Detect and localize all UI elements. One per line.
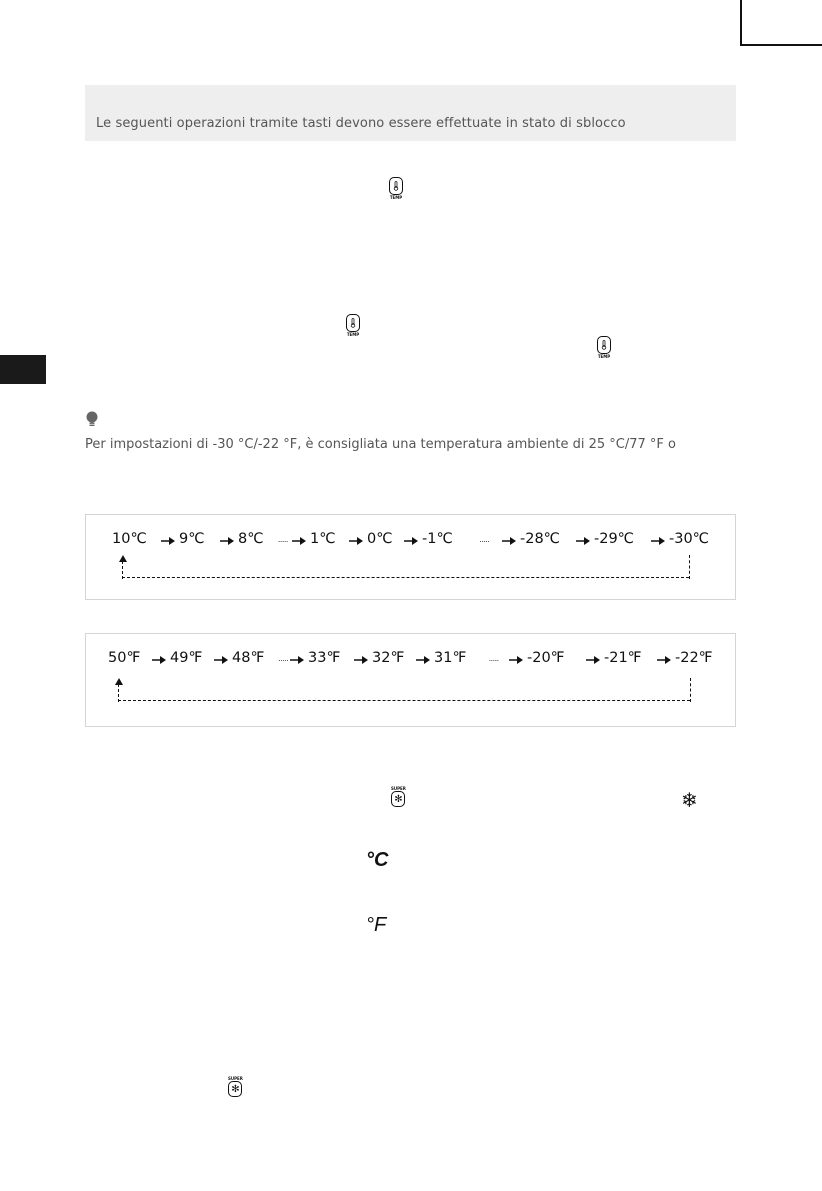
arrow-right-icon xyxy=(586,655,600,665)
loop-back-line xyxy=(122,561,123,579)
sequence-value: -22℉ xyxy=(675,650,713,666)
arrow-right-icon xyxy=(354,655,368,665)
sequence-value: 0℃ xyxy=(367,531,393,547)
arrow-right-icon xyxy=(214,655,228,665)
snowflake-icon: ❄ xyxy=(681,790,698,812)
tip-text: Per impostazioni di -30 °C/-22 °F, è consigliata una temperatura ambiente di 25 °C/77 °F o xyxy=(85,437,676,452)
sequence-value: 8℃ xyxy=(238,531,264,547)
ellipsis-dots: ····· xyxy=(277,536,288,546)
sequence-value: -21℉ xyxy=(604,650,642,666)
loop-back-line xyxy=(122,577,689,578)
temp-button-icon: TEMP xyxy=(389,177,403,200)
loop-back-line xyxy=(689,555,690,579)
loop-back-line xyxy=(118,684,119,702)
ellipsis-dots: ····· xyxy=(277,655,288,665)
celsius-display-symbol: °C xyxy=(366,849,389,871)
sequence-value: 49℉ xyxy=(170,650,203,666)
arrow-right-icon xyxy=(161,536,175,546)
sequence-value: 50℉ xyxy=(108,650,141,666)
ellipsis-dots: ····· xyxy=(478,536,489,546)
sequence-value: 31℉ xyxy=(434,650,467,666)
super-button-icon: SUPER ✻ xyxy=(228,1076,243,1097)
super-button-icon: SUPER ✻ xyxy=(391,786,406,807)
note-text: Le seguenti operazioni tramite tasti devono essere effettuate in stato di sblocco xyxy=(96,116,626,131)
sequence-value: 32℉ xyxy=(372,650,405,666)
loop-back-line xyxy=(118,700,690,701)
temp-button-icon: TEMP xyxy=(346,314,360,337)
sequence-value: 9℃ xyxy=(179,531,205,547)
arrow-right-icon xyxy=(292,536,306,546)
arrow-up-icon xyxy=(119,555,127,562)
arrow-right-icon xyxy=(152,655,166,665)
arrow-right-icon xyxy=(576,536,590,546)
arrow-right-icon xyxy=(290,655,304,665)
arrow-right-icon xyxy=(404,536,418,546)
sequence-value: -28℃ xyxy=(520,531,560,547)
sequence-value: 1℃ xyxy=(310,531,336,547)
sequence-value: -1℃ xyxy=(422,531,453,547)
sequence-value: 48℉ xyxy=(232,650,265,666)
sequence-value: 33℉ xyxy=(308,650,341,666)
loop-back-line xyxy=(690,678,691,702)
arrow-right-icon xyxy=(502,536,516,546)
arrow-right-icon xyxy=(220,536,234,546)
fahrenheit-display-symbol: °F xyxy=(366,914,387,936)
sequence-value: -20℉ xyxy=(527,650,565,666)
crop-mark-vertical xyxy=(740,0,742,46)
arrow-right-icon xyxy=(657,655,671,665)
celsius-sequence-box xyxy=(85,514,736,600)
sequence-value: -29℃ xyxy=(594,531,634,547)
arrow-right-icon xyxy=(416,655,430,665)
language-side-tab xyxy=(0,355,46,384)
note-box xyxy=(85,85,736,141)
arrow-right-icon xyxy=(509,655,523,665)
fahrenheit-sequence-box xyxy=(85,633,736,727)
arrow-up-icon xyxy=(115,678,123,685)
temp-button-icon: TEMP xyxy=(597,336,611,359)
ellipsis-dots: ····· xyxy=(488,655,499,665)
arrow-right-icon xyxy=(651,536,665,546)
crop-mark-horizontal xyxy=(740,44,822,46)
arrow-right-icon xyxy=(349,536,363,546)
sequence-value: 10℃ xyxy=(112,531,147,547)
lightbulb-icon xyxy=(85,411,99,428)
sequence-value: -30℃ xyxy=(669,531,709,547)
